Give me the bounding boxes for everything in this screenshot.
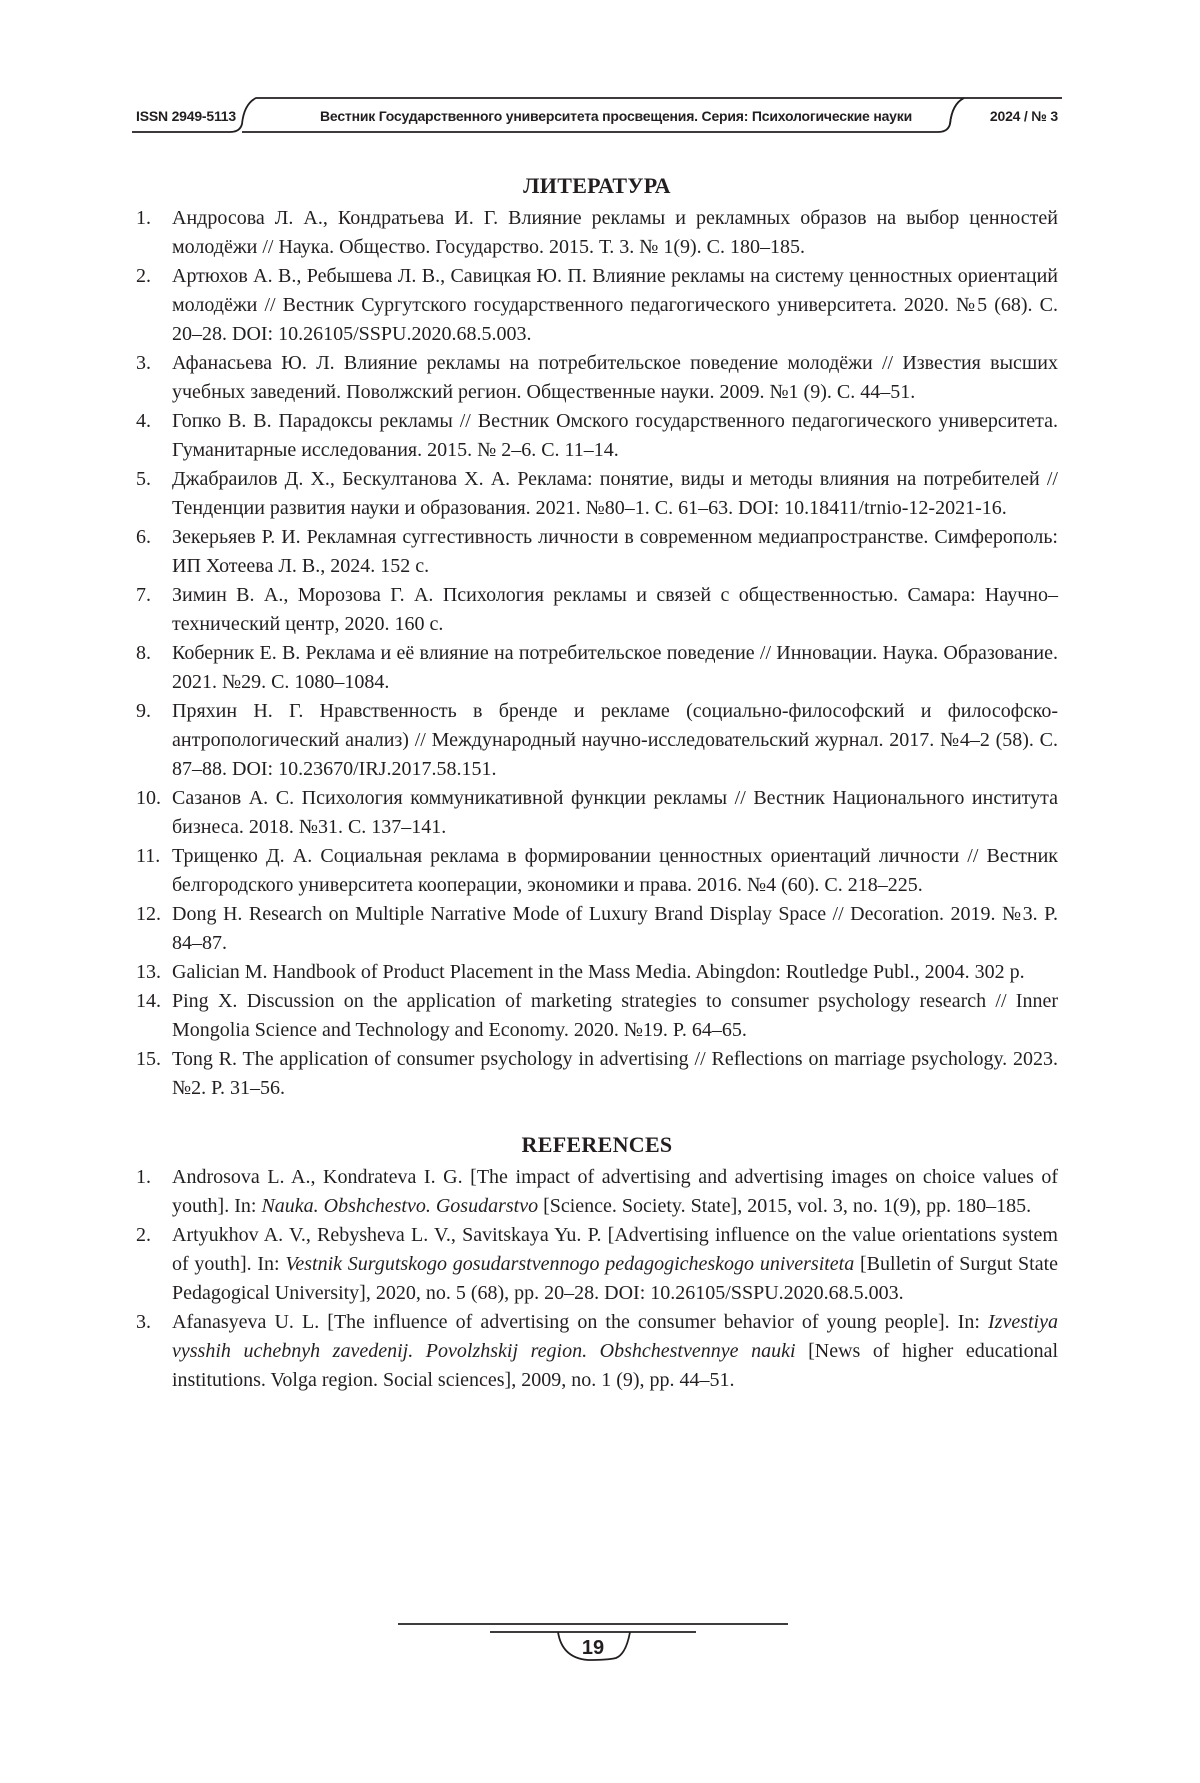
item-number: 5. [136,465,151,494]
item-number: 11. [136,842,160,871]
item-text-before: Artyukhov A. V., Rebysheva L. V., Savitskaya Yu. P. [Advertising influence on the value orientations system of youth]. In: [172,1224,1058,1275]
literature-item [136,581,1058,639]
references-list [136,1163,1058,1395]
item-text: Артюхов А. В., Ребышева Л. В., Савицкая Ю. П. Влияние рекламы на систему ценностных ориентаций молодёжи // Вестник Сургутского государственного педагогического университета. 2020. №5 (68). С. 20–28. DOI: 10.26105/SSPU.2020.68.5.003. [172,265,1058,345]
item-text: Афанасьева Ю. Л. Влияние рекламы на потребительское поведение молодёжи // Известия высших учебных заведений. Поволжский регион. Общественные науки. 2009. №1 (9). С. 44–51. [172,352,1058,403]
literature-item [136,842,1058,900]
running-header [132,90,1062,138]
item-number: 8. [136,639,151,668]
item-text: Джабраилов Д. Х., Бескултанова Х. А. Реклама: понятие, виды и методы влияния на потребителей // Тенденции развития науки и образования. 2021. №80–1. С. 61–63. DOI: 10.18411/trnio-12-2021-16. [172,468,1058,519]
page-number: 19 [398,1637,788,1660]
item-text: Зимин В. А., Морозова Г. А. Психология рекламы и связей с общественностью. Самара: Научно–технический центр, 2020. 160 с. [172,584,1058,635]
literature-item [136,987,1058,1045]
item-number: 12. [136,900,161,929]
reference-item [136,1163,1058,1221]
item-number: 10. [136,784,161,813]
item-text: Dong H. Research on Multiple Narrative Mode of Luxury Brand Display Space // Decoration. 2019. №3. P. 84–87. [172,903,1058,954]
literature-item [136,639,1058,697]
item-text: Пряхин Н. Г. Нравственность в бренде и рекламе (социально-философский и философско-антропологический анализ) // Международный научно-исследовательский журнал. 2017. №4–2 (58). С. 87–88. DOI: 10.23670/IRJ.2017.58.151. [172,700,1058,780]
item-text-after: [Bulletin of Surgut State Pedagogical University], 2020, no. 5 (68), pp. 20–28. DOI: 10.26105/SSPU.2020.68.5.003. [172,1253,1058,1304]
item-source-title: Vestnik Surgutskogo gosudarstvennogo pedagogicheskogo universiteta [285,1253,854,1275]
literature-item [136,349,1058,407]
reference-item [136,1221,1058,1308]
item-number: 2. [136,1221,151,1250]
item-text-after: [Science. Society. State], 2015, vol. 3, no. 1(9), pp. 180–185. [538,1195,1031,1217]
item-number: 3. [136,349,151,378]
item-number: 1. [136,204,151,233]
item-number: 15. [136,1045,161,1074]
item-number: 6. [136,523,151,552]
item-text: Ping X. Discussion on the application of marketing strategies to consumer psychology research // Inner Mongolia Science and Technology and Economy. 2020. №19. P. 64–65. [172,990,1058,1041]
item-number: 2. [136,262,151,291]
literature-item [136,204,1058,262]
literature-item [136,1045,1058,1103]
literature-list [136,204,1058,1103]
item-source-title: Izvestiya vysshih uchebnyh zavedenij. Povolzhskij region. Obshchestvennye nauki [172,1311,1058,1362]
item-text-before: Afanasyeva U. L. [The influence of advertising on the consumer behavior of young people]. In: [172,1311,988,1333]
item-text-before: Androsova L. A., Kondrateva I. G. [The impact of advertising and advertising images on choice values of youth]. In: [172,1166,1058,1217]
item-number: 3. [136,1308,151,1337]
item-text: Зекерьяев Р. И. Рекламная суггестивность личности в современном медиапространстве. Симферополь: ИП Хотеева Л. В., 2024. 152 с. [172,526,1058,577]
item-text: Трищенко Д. А. Социальная реклама в формировании ценностных ориентаций личности // Вестник белгородского университета кооперации, экономики и права. 2016. №4 (60). С. 218–225. [172,845,1058,896]
literature-item [136,262,1058,349]
item-number: 4. [136,407,151,436]
item-text: Коберник Е. В. Реклама и её влияние на потребительское поведение // Инновации. Наука. Образование. 2021. №29. С. 1080–1084. [172,642,1058,693]
item-text: Tong R. The application of consumer psychology in advertising // Reflections on marriage psychology. 2023. №2. P. 31–56. [172,1048,1058,1099]
item-number: 9. [136,697,151,726]
references-heading: REFERENCES [136,1131,1058,1159]
item-number: 14. [136,987,161,1016]
literature-item [136,465,1058,523]
item-number: 13. [136,958,161,987]
literature-item [136,523,1058,581]
item-number: 1. [136,1163,151,1192]
article-content [136,172,1058,1395]
literature-item [136,697,1058,784]
page-footer [398,1620,788,1670]
literature-item [136,407,1058,465]
item-text: Сазанов А. С. Психология коммуникативной функции рекламы // Вестник Национального института бизнеса. 2018. №31. С. 137–141. [172,787,1058,838]
item-source-title: Nauka. Obshchestvo. Gosudarstvo [261,1195,538,1217]
literature-item [136,958,1058,987]
reference-item [136,1308,1058,1395]
literature-item [136,784,1058,842]
item-text: Гопко В. В. Парадоксы рекламы // Вестник Омского государственного педагогического университета. Гуманитарные исследования. 2015. № 2–6. С. 11–14. [172,410,1058,461]
item-text: Андросова Л. А., Кондратьева И. Г. Влияние рекламы и рекламных образов на выбор ценностей молодёжи // Наука. Общество. Государство. 2015. Т. 3. № 1(9). С. 180–185. [172,207,1058,258]
header-issn: ISSN 2949-5113 [136,108,236,124]
item-text: Galician M. Handbook of Product Placement in the Mass Media. Abingdon: Routledge Publ., 2004. 302 p. [172,961,1025,983]
literature-item [136,900,1058,958]
literature-heading: ЛИТЕРАТУРА [136,172,1058,200]
header-journal-title: Вестник Государственного университета просвещения. Серия: Психологические науки [296,108,936,124]
header-issue: 2024 / № 3 [990,108,1058,124]
item-number: 7. [136,581,151,610]
item-text-after: [News of higher educational institutions. Volga region. Social sciences], 2009, no. 1 (9), pp. 44–51. [172,1340,1058,1391]
